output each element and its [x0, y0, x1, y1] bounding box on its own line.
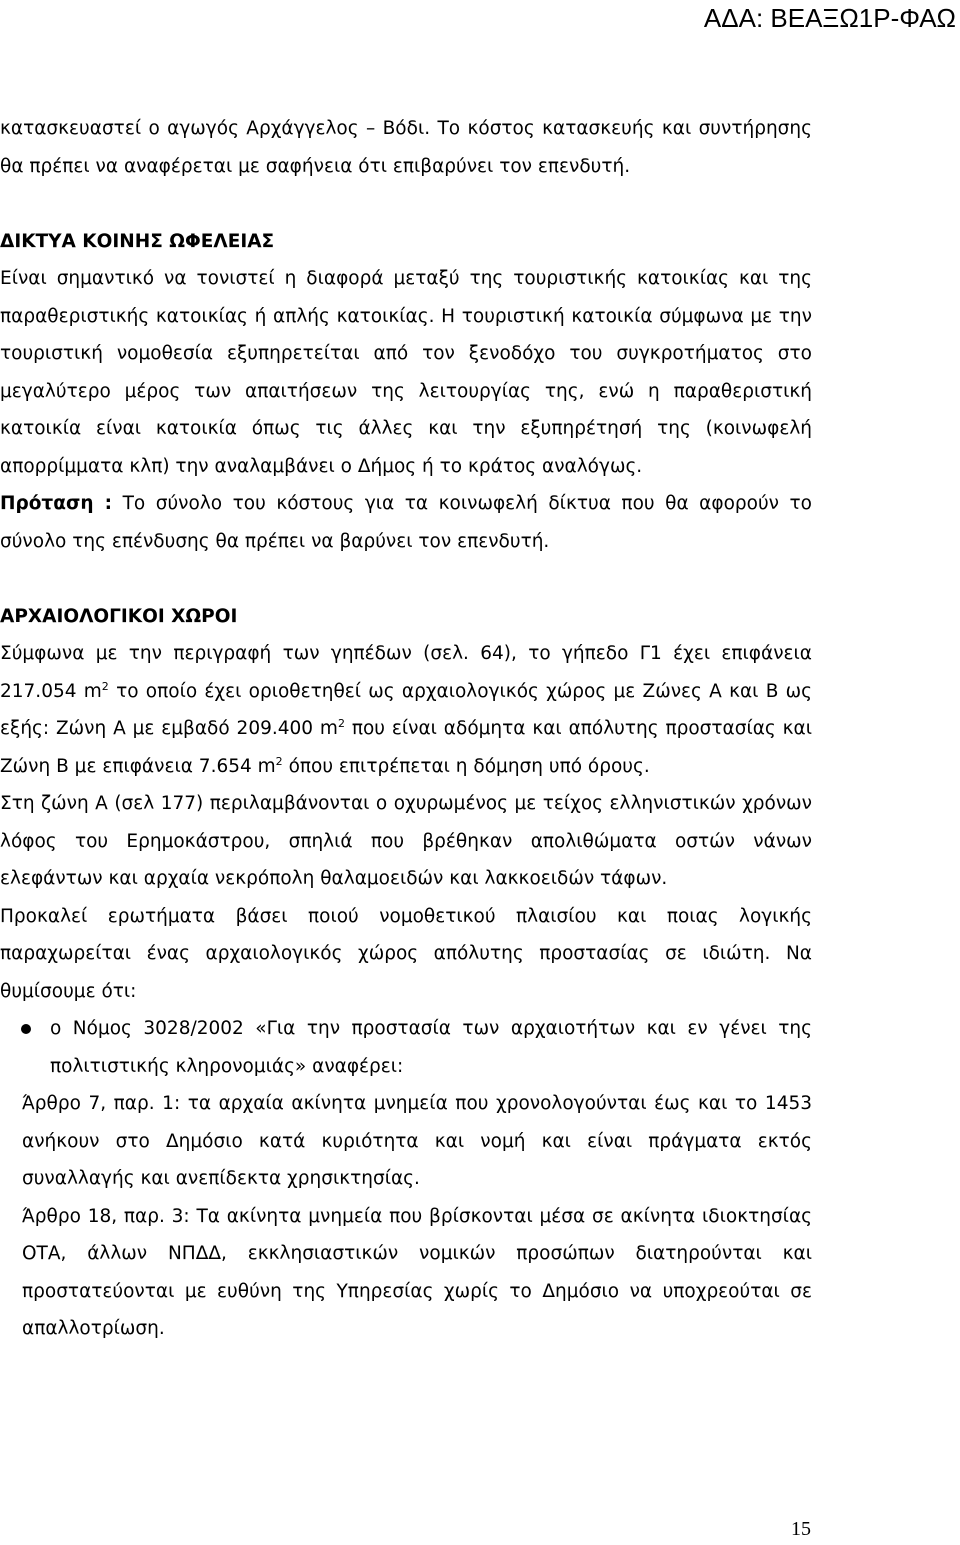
spacer [0, 185, 812, 223]
superscript: 2 [275, 754, 283, 768]
building-terms-text: όπου επιτρέπεται η δόμηση υπό όρους. [288, 755, 650, 777]
intro-paragraph: κατασκευαστεί ο αγωγός Αρχάγγελος – Βόδι. Το κόστος κατασκευής και συντήρησης θα πρέπει να αναφέρεται με σαφήνεια ότι επιβαρύνει τον επενδυτή. [0, 118, 812, 177]
section-heading-archaeology: ΑΡΧΑΙΟΛΟΓΙΚΟΙ ΧΩΡΟΙ [0, 605, 238, 627]
article-7-paragraph: Άρθρο 7, παρ. 1: τα αρχαία ακίνητα μνημεία που χρονολογούνται έως και το 1453 ανήκουν στο Δημόσιο κατά κυριότητα και νομή και είναι πράγματα εκτός συναλλαγής και ανεπίδεκτα χρησικτησίας. [22, 1093, 812, 1189]
section-heading-networks: ΔΙΚΤΥΑ ΚΟΙΝΗΣ ΩΦΕΛΕΙΑΣ [0, 230, 275, 252]
proposal-label: Πρόταση : [0, 493, 113, 514]
list-item [0, 1010, 812, 1085]
plot-description-paragraph [0, 635, 812, 785]
superscript: 2 [337, 716, 345, 730]
law-reference-list [0, 1010, 812, 1085]
zone-a-contents-paragraph: Στη ζώνη Α (σελ 177) περιλαμβάνονται ο οχυρωμένος με τείχος ελληνιστικών χρόνων λόφος του Ερημοκάστρου, σπηλιά που βρέθηκαν απολιθώματα οστών νάνων ελεφάντων και αρχαία νεκρόπολη θαλαμοειδών και λακκοειδών τάφων. [0, 793, 812, 889]
page-number: 15 [791, 1518, 811, 1540]
document-body [0, 110, 812, 1348]
law-reference-text: ο Νόμος 3028/2002 «Για την προστασία των αρχαιοτήτων και εν γένει της πολιτιστικής κληρονομιάς» αναφέρει: [50, 1018, 812, 1077]
bullet-icon [21, 1024, 31, 1034]
networks-paragraph: Είναι σημαντικό να τονιστεί η διαφορά μεταξύ της τουριστικής κατοικίας και της παραθεριστικής κατοικίας ή απλής κατοικίας. Η τουριστική κατοικία σύμφωνα με την τουριστική νομοθεσία εξυπηρετείται από τον ξενοδόχο του συγκροτήματος στο μεγαλύτερο μέρος των απαιτήσεων της λειτουργίας της, ενώ η παραθεριστική κατοικία είναι κατοικία όπως τις άλλες και την εξυπηρέτησή της (κοινωφελή απορρίμματα κλπ) την αναλαμβάνει ο Δήμος ή το κράτος αναλόγως. [0, 268, 812, 477]
plot-area-text: Σύμφωνα με την περιγραφή των γηπέδων (σελ. 64), το γήπεδο Γ1 έχει επιφάνεια 217.054 m [0, 643, 812, 702]
article-18-paragraph: Άρθρο 18, παρ. 3: Τα ακίνητα μνημεία που βρίσκονται μέσα σε ακίνητα ιδιοκτησίας ΟΤΑ, άλλων ΝΠΔΔ, εκκλησιαστικών νομικών προσώπων διατηρούνται και προστατεύονται με ευθύνη της Υπηρεσίας χωρίς το Δημόσιο να υποχρεούται σε απαλλοτρίωση. [22, 1205, 812, 1339]
questions-paragraph: Προκαλεί ερωτήματα βάσει ποιού νομοθετικού πλαισίου και ποιας λογικής παραχωρείται ένας αρχαιολογικός χώρος απόλυτης προστασίας σε ιδιώτη. Να θυμίσουμε ότι: [0, 905, 812, 1002]
zone-b-text: που είναι αδόμητα και απόλυτης προστασίας και Ζώνη Β με επιφάνεια 7.654 m [0, 718, 812, 777]
superscript: 2 [101, 679, 109, 693]
document-code: ΑΔΑ: ΒΕΑΞΩ1Ρ-ΦΑΩ [703, 3, 956, 33]
proposal-paragraph [0, 485, 812, 560]
spacer [0, 560, 812, 598]
proposal-text: Το σύνολο του κόστους για τα κοινωφελή δίκτυα που θα αφορούν το σύνολο της επένδυσης θα πρέπει να βαρύνει τον επενδυτή. [0, 493, 812, 552]
zone-a-text: το οποίο έχει οριοθετηθεί ως αρχαιολογικός χώρος με Ζώνες Α και Β ως εξής: Ζώνη Α με εμβαδό 209.400 m [0, 680, 813, 739]
